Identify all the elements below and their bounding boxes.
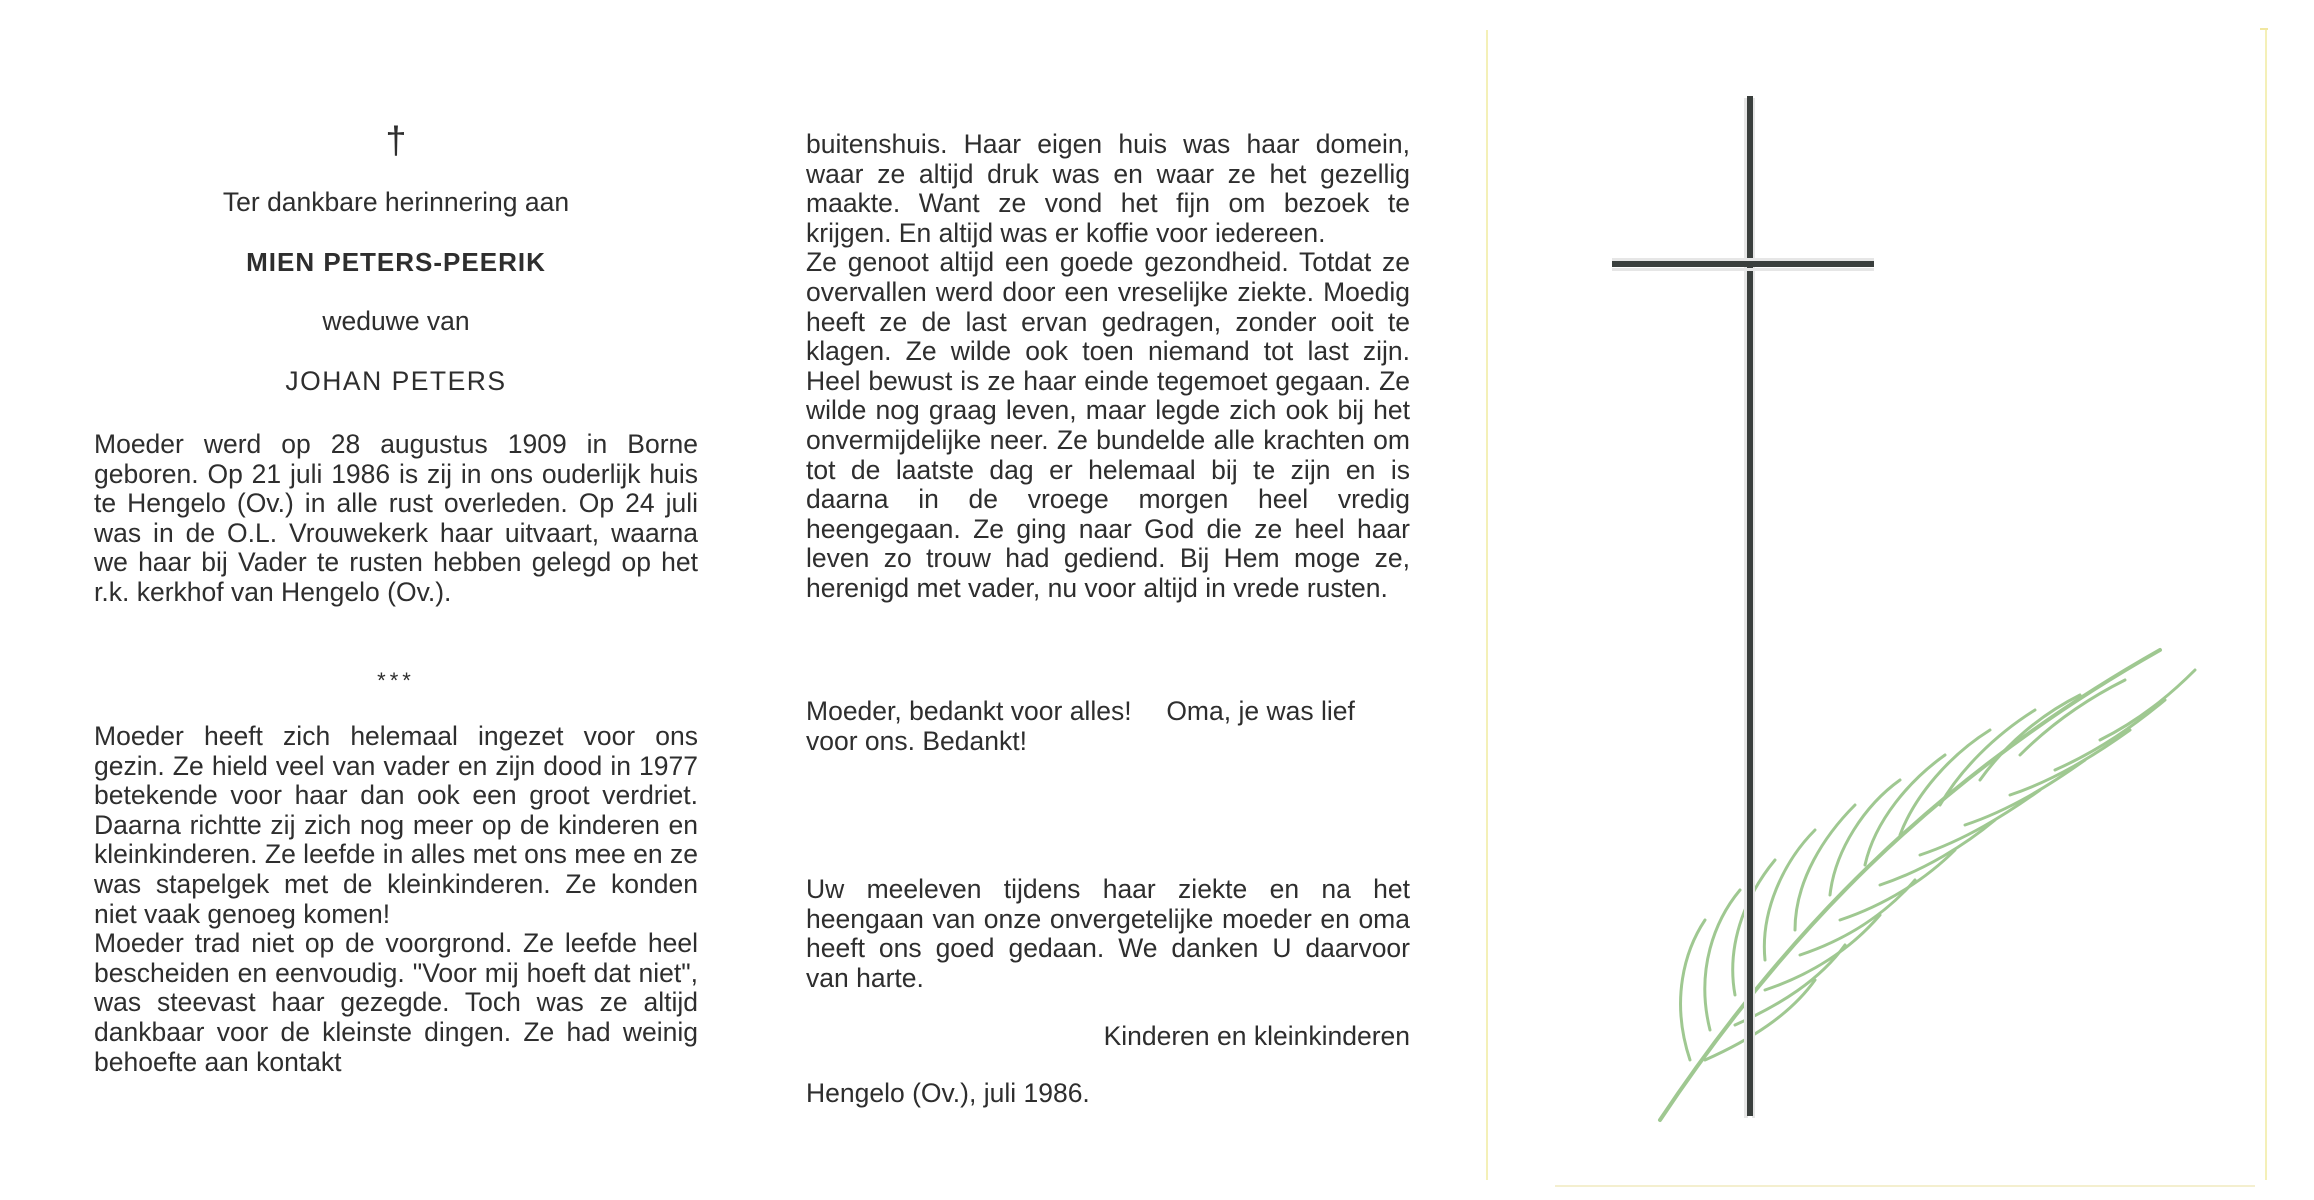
character-paragraph: Moeder trad niet op de voorgrond. Ze leefde heel bescheiden en eenvoudig. "Voor mij hoeft dat niet", was steevast haar gezegde. Toch was ze altijd dankbaar voor de kleinste dingen. Ze had weinig behoefte aan kontakt <box>94 928 698 1077</box>
left-column <box>94 430 698 608</box>
card-bottom-edge <box>1555 1185 2255 1187</box>
right-column <box>806 130 1410 604</box>
section-separator: *** <box>377 668 415 693</box>
place-date-line: Hengelo (Ov.), juli 1986. <box>806 1078 1090 1108</box>
closing-paragraph: Uw meeleven tijdens haar ziekte en na het heengaan van onze onvergetelijke moeder en oma heeft ons goed gedaan. We danken U daarvoor van harte. <box>806 874 1410 993</box>
deceased-name: MIEN PETERS-PEERIK <box>246 247 546 277</box>
illness-paragraph: Ze genoot altijd een goede gezondheid. Totdat ze overvallen werd door een vreselijke ziekte. Moedig heeft ze de last ervan gedragen, zonder ooit te klagen. Ze wilde ook toen niemand tot last zijn. Heel bewust is ze haar einde tegemoet gegaan. Ze wilde nog graag leven, maar legde zich ook bij het onvermijdelijke neer. Ze bundelde alle krachten om tot de laatste dag er helemaal bij te zijn en is daarna in de vroege morgen heel vredig heengegaan. Ze ging naar God die ze heel haar leven zo trouw had gediend. Bij Hem moge ze, herenigd met vader, nu voor altijd in vrede rusten. <box>806 247 1410 603</box>
cross-icon <box>1612 96 1874 1118</box>
widow-of-line: weduwe van <box>322 306 470 336</box>
card-edge-mark <box>2260 28 2268 30</box>
card-fold-line <box>1486 30 1488 1180</box>
home-paragraph: buitenshuis. Haar eigen huis was haar domein, waar ze altijd druk was en waar ze het gezellig maakte. Want ze vond het fijn om bezoek te krijgen. En altijd was er koffie voor iedereen. <box>806 129 1410 248</box>
thanks-block <box>806 697 1410 756</box>
husband-name: JOHAN PETERS <box>285 366 507 396</box>
thanks-grandma: Oma, je was lief voor ons. Bedankt! <box>806 696 1355 756</box>
left-column-lower <box>94 722 698 1077</box>
palm-branch-icon <box>1660 650 2195 1120</box>
intro-line: Ter dankbare herinnering aan <box>222 187 570 217</box>
small-cross-icon: † <box>385 120 407 162</box>
cross-and-palm-illustration <box>1600 80 2260 1160</box>
biography-paragraph: Moeder werd op 28 augustus 1909 in Borne geboren. Op 21 juli 1986 is zij in ons ouderlijk huis te Hengelo (Ov.) in alle rust overleden. Op 24 juli was in de O.L. Vrouwekerk haar uitvaart, waarna we haar bij Vader te rusten hebben gelegd op het r.k. kerkhof van Hengelo (Ov.). <box>94 429 698 607</box>
family-paragraph: Moeder heeft zich helemaal ingezet voor ons gezin. Ze hield veel van vader en zijn dood in 1977 betekende voor haar dan ook een groot verdriet. Daarna richtte zij zich nog meer op de kinderen en kleinkinderen. Ze leefde in alles met ons mee en ze was stapelgek met de kleinkinderen. Ze konden niet vaak genoeg komen! <box>94 721 698 929</box>
card-edge-line <box>2265 30 2267 1180</box>
signature-line: Kinderen en kleinkinderen <box>1103 1021 1410 1051</box>
thanks-mother: Moeder, bedankt voor alles! <box>806 696 1132 726</box>
